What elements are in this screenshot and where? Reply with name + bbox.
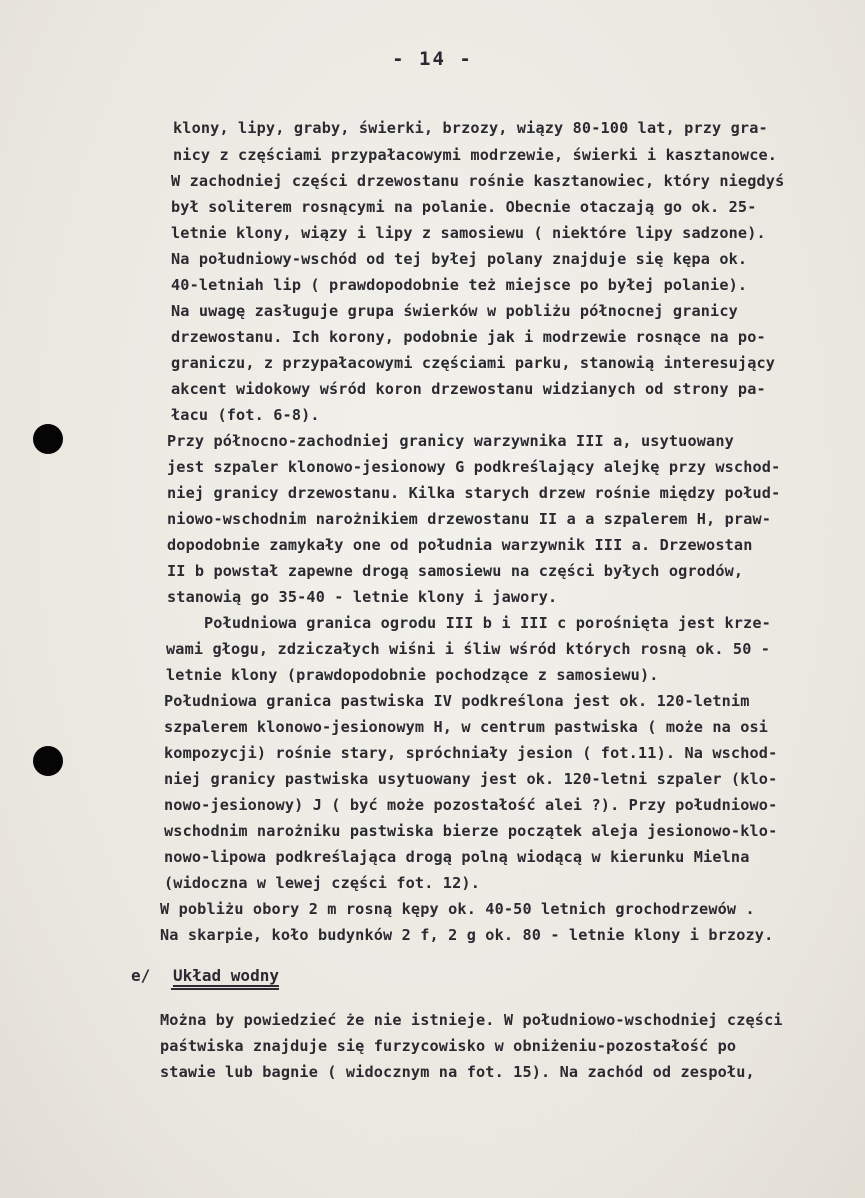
- text-line: W zachodniej części drzewostanu rośnie kasztanowiec, który niegdyś: [171, 172, 785, 190]
- text-line: Na skarpie, koło budynków 2 f, 2 g ok. 80 - letnie klony i brzozy.: [160, 926, 774, 944]
- text-line: drzewostanu. Ich korony, podobnie jak i modrzewie rosnące na po-: [171, 328, 766, 346]
- text-line: Na południowy-wschód od tej byłej polany znajduje się kępa ok.: [171, 250, 748, 268]
- text-line: letnie klony, wiązy i lipy z samosiewu ( niektóre lipy sadzone).: [171, 224, 766, 242]
- text-line: graniczu, z przypałacowymi częściami parku, stanowią interesujący: [171, 354, 776, 372]
- page-number: - 14 -: [392, 48, 473, 70]
- text-line: szpalerem klonowo-jesionowym H, w centrum pastwiska ( może na osi: [164, 718, 769, 736]
- text-line: był soliterem rosnącymi na polanie. Obecnie otaczają go ok. 25-: [171, 198, 757, 216]
- text-line: niej granicy drzewostanu. Kilka starych drzew rośnie między połud-: [167, 484, 781, 502]
- text-line: Południowa granica ogrodu III b i III c porośnięta jest krze-: [204, 614, 771, 632]
- text-line: 40-letniah lip ( prawdopodobnie też miejsce po byłej polanie).: [171, 276, 748, 294]
- title-double-underline: [171, 988, 279, 990]
- text-line: stanowią go 35-40 - letnie klony i jawory.: [167, 588, 558, 606]
- binder-hole-icon: [33, 746, 63, 776]
- text-line: niowo-wschodnim narożnikiem drzewostanu II a a szpalerem H, praw-: [167, 510, 772, 528]
- section-label: e/: [131, 966, 151, 985]
- text-line: jest szpaler klonowo-jesionowy G podkreślający alejkę przy wschod-: [167, 458, 781, 476]
- text-line: letnie klony (prawdopodobnie pochodzące z samosiewu).: [166, 666, 659, 684]
- text-line: wami głogu, zdziczałych wiśni i śliw wśród których rosną ok. 50 -: [166, 640, 771, 658]
- text-line: dopodobnie zamykały one od południa warzywnik III a. Drzewostan: [167, 536, 753, 554]
- text-line: Południowa granica pastwiska IV podkreślona jest ok. 120-letnim: [164, 692, 750, 710]
- text-line: Przy północno-zachodniej granicy warzywnika III a, usytuowany: [167, 432, 734, 450]
- text-line: akcent widokowy wśród koron drzewostanu widzianych od strony pa-: [171, 380, 766, 398]
- text-line: nicy z częściami przypałacowymi modrzewie, świerki i kasztanowce.: [173, 146, 778, 164]
- text-line: nowo-jesionowy) J ( być może pozostałość alei ?). Przy południowo-: [164, 796, 778, 814]
- section-title: Układ wodny: [173, 966, 279, 985]
- text-line: Można by powiedzieć że nie istnieje. W południowo-wschodniej części: [160, 1011, 783, 1029]
- text-line: nowo-lipowa podkreślająca drogą polną wiodącą w kierunku Mielna: [164, 848, 750, 866]
- text-line: Na uwagę zasługuje grupa świerków w pobliżu północnej granicy: [171, 302, 738, 320]
- text-line: (widoczna w lewej części fot. 12).: [164, 874, 480, 892]
- binder-hole-icon: [33, 424, 63, 454]
- text-line: niej granicy pastwiska usytuowany jest ok. 120-letni szpaler (klo-: [164, 770, 778, 788]
- text-line: łacu (fot. 6-8).: [171, 406, 320, 424]
- text-line: kompozycji) rośnie stary, spróchniały jesion ( fot.11). Na wschod-: [164, 744, 778, 762]
- text-line: klony, lipy, graby, świerki, brzozy, wiązy 80-100 lat, przy gra-: [173, 119, 768, 137]
- text-line: stawie lub bagnie ( widocznym na fot. 15). Na zachód od zespołu,: [160, 1063, 755, 1081]
- text-line: wschodnim narożniku pastwiska bierze początek aleja jesionowo-klo-: [164, 822, 778, 840]
- text-line: W pobliżu obory 2 m rosną kępy ok. 40-50 letnich grochodrzewów .: [160, 900, 755, 918]
- text-line: paśtwiska znajduje się furzycowisko w obniżeniu-pozostałość po: [160, 1037, 737, 1055]
- text-line: II b powstał zapewne drogą samosiewu na części byłych ogrodów,: [167, 562, 744, 580]
